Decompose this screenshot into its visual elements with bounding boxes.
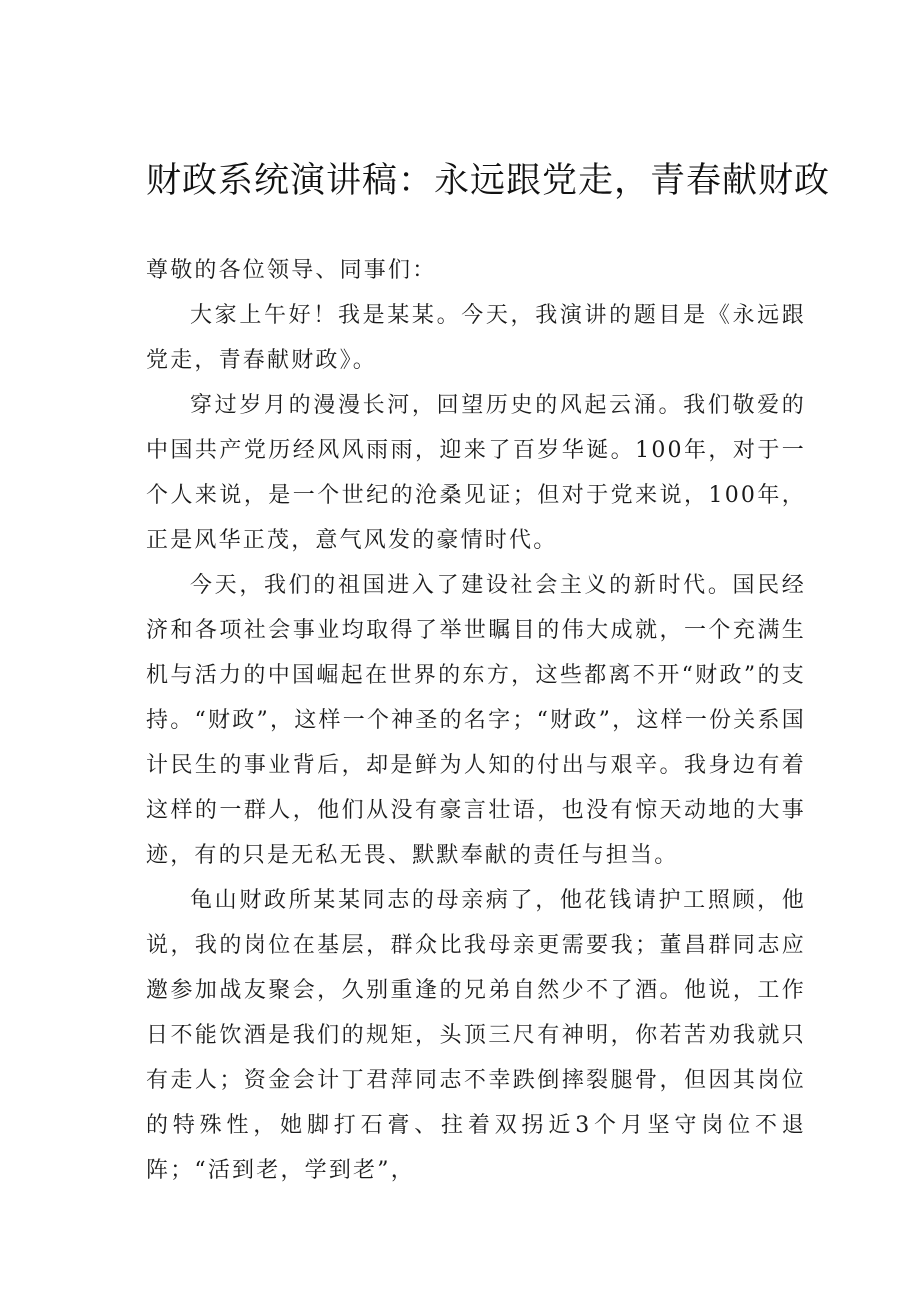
salutation: 尊敬的各位领导、同事们： [146,258,437,283]
document-title: 财政系统演讲稿：永远跟党走，青春献财政 [146,161,831,201]
document-body [146,248,806,1193]
paragraph-history: 穿过岁月的漫漫长河，回望历史的风起云涌。我们敬爱的中国共产党历经风风雨雨，迎来了百岁华诞。100年，对于一个人来说，是一个世纪的沧桑见证；但对于党来说，100年，正是风华正茂，意气风发的豪情时代。 [146,393,806,553]
paragraph-new-era: 今天，我们的祖国进入了建设社会主义的新时代。国民经济和各项社会事业均取得了举世瞩目的伟大成就，一个充满生机与活力的中国崛起在世界的东方，这些都离不开“财政”的支持。“财政”，这样一个神圣的名字；“财政”，这样一份关系国计民生的事业背后，却是鲜为人知的付出与艰辛。我身边有着这样的一群人，他们从没有豪言壮语，也没有惊天动地的大事迹，有的只是无私无畏、默默奉献的责任与担当。 [146,573,806,868]
paragraph-greeting: 大家上午好！我是某某。今天，我演讲的题目是《永远跟党走，青春献财政》。 [146,303,806,373]
paragraph-examples: 龟山财政所某某同志的母亲病了，他花钱请护工照顾，他说，我的岗位在基层，群众比我母亲更需要我；董昌群同志应邀参加战友聚会，久别重逢的兄弟自然少不了酒。他说，工作日不能饮酒是我们的规矩，头顶三尺有神明，你若苦劝我就只有走人；资金会计丁君萍同志不幸跌倒摔裂腿骨，但因其岗位的特殊性，她脚打石膏、拄着双拐近3个月坚守岗位不退阵；“活到老，学到老”， [146,888,806,1183]
